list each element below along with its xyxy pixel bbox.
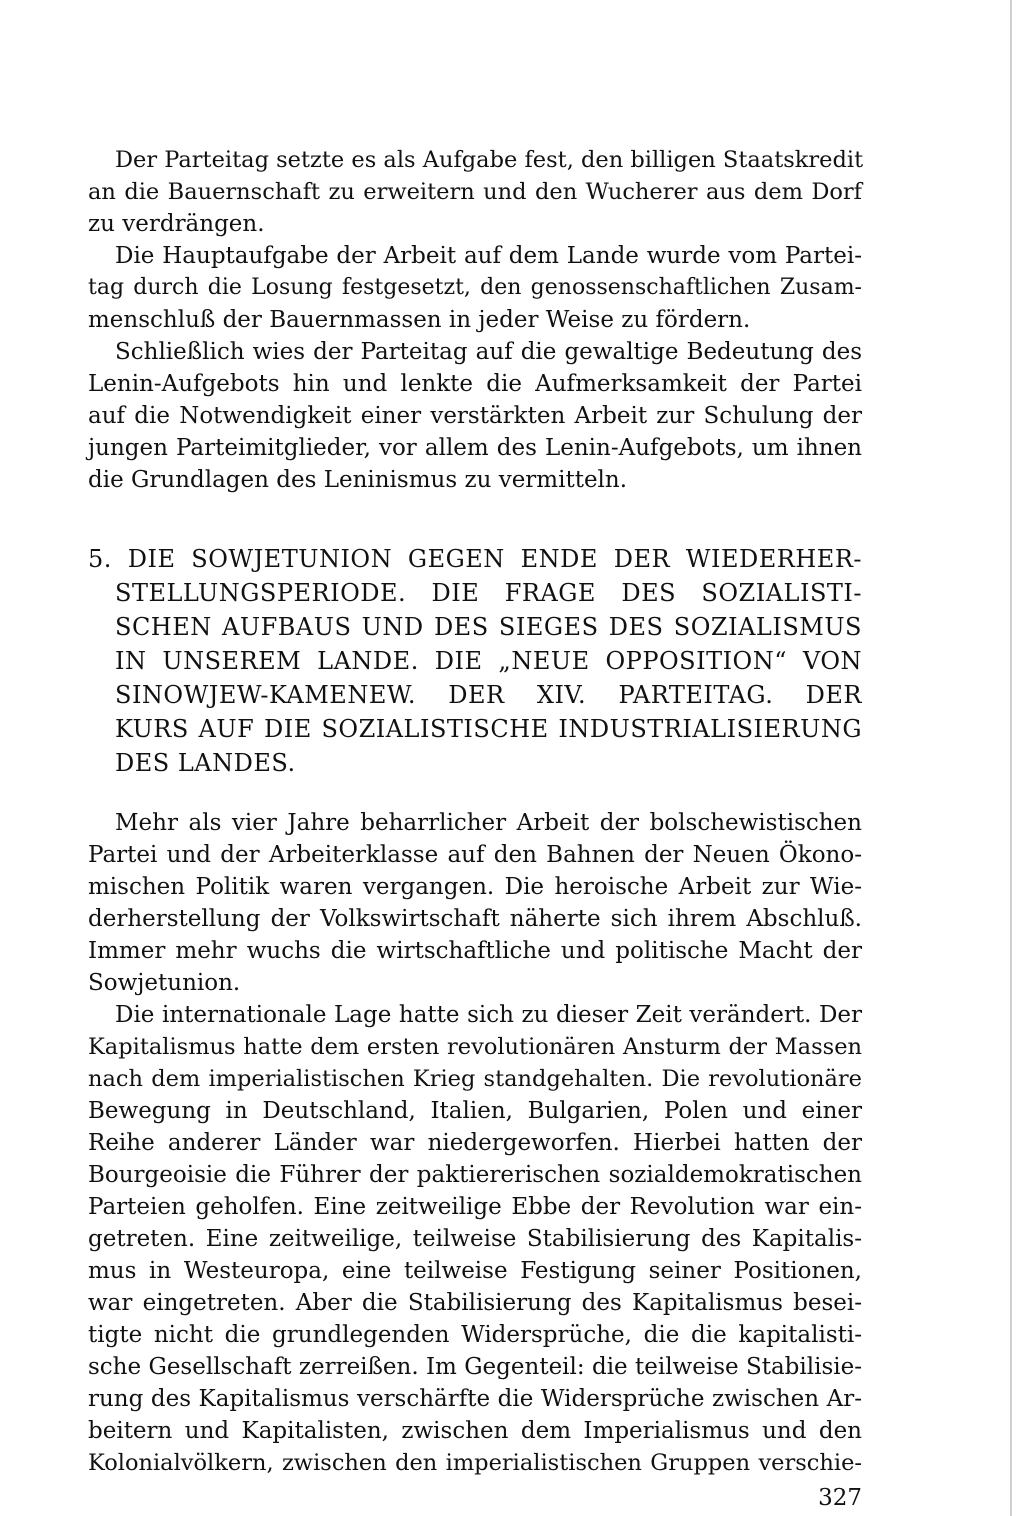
text-line: mus in Westeuropa, eine teilweise Festigung seiner Positionen, xyxy=(88,1258,862,1284)
text-line: Reihe anderer Länder war niedergeworfen. Hierbei hatten der xyxy=(88,1130,862,1156)
page-number: 327 xyxy=(818,1485,862,1511)
text-line: war eingetreten. Aber die Stabilisierung des Kapitalismus besei- xyxy=(88,1290,862,1316)
text-line: jungen Parteimitglieder, vor allem des Lenin-Aufgebots, um ihnen xyxy=(88,435,862,461)
section-heading-line: IN UNSEREM LANDE. DIE „NEUE OPPOSITION“ VON xyxy=(115,647,862,675)
text-line: rung des Kapitalismus verschärfte die Widersprüche zwischen Ar- xyxy=(88,1386,862,1412)
text-line: Immer mehr wuchs die wirtschaftliche und politische Macht der xyxy=(88,938,862,964)
text-line: Schließlich wies der Parteitag auf die gewaltige Bedeutung des xyxy=(115,339,862,365)
text-line: Die Hauptaufgabe der Arbeit auf dem Lande wurde vom Partei- xyxy=(115,243,862,269)
text-line: Der Parteitag setzte es als Aufgabe fest, den billigen Staatskredit xyxy=(115,147,864,173)
binding-edge-line xyxy=(1010,0,1012,1516)
text-line: Parteien geholfen. Eine zeitweilige Ebbe der Revolution war ein- xyxy=(88,1194,862,1220)
text-line: menschluß der Bauernmassen in jeder Weise zu fördern. xyxy=(88,307,751,333)
section-heading-line: SINOWJEW-KAMENEW. DER XIV. PARTEITAG. DER xyxy=(115,681,862,709)
text-line: Mehr als vier Jahre beharrlicher Arbeit der bolschewistischen xyxy=(115,810,862,836)
text-line: sche Gesellschaft zerreißen. Im Gegenteil: die teilweise Stabilisie- xyxy=(88,1354,862,1380)
text-line: Sowjetunion. xyxy=(88,970,241,996)
text-line: nach dem imperialistischen Krieg standgehalten. Die revolutionäre xyxy=(88,1066,862,1092)
text-line: beitern und Kapitalisten, zwischen dem Imperialismus und den xyxy=(88,1418,862,1444)
text-line: Kapitalismus hatte dem ersten revolutionären Ansturm der Massen xyxy=(88,1034,862,1060)
section-heading-line: SCHEN AUFBAUS UND DES SIEGES DES SOZIALISMUS xyxy=(115,613,862,641)
text-line: mischen Politik waren vergangen. Die heroische Arbeit zur Wie- xyxy=(88,874,862,900)
section-heading-line: DES LANDES. xyxy=(115,749,296,777)
text-line: Kolonialvölkern, zwischen den imperialistischen Gruppen verschie- xyxy=(88,1450,862,1476)
text-line: die Grundlagen des Leninismus zu vermitteln. xyxy=(88,467,628,493)
text-line: tigte nicht die grundlegenden Widersprüche, die die kapitalisti- xyxy=(88,1322,862,1348)
text-line: an die Bauernschaft zu erweitern und den Wucherer aus dem Dorf xyxy=(88,179,862,205)
section-heading-line: 5. DIE SOWJETUNION GEGEN ENDE DER WIEDERHER- xyxy=(88,545,862,573)
text-line: tag durch die Losung festgesetzt, den genossenschaftlichen Zusam- xyxy=(88,275,862,300)
text-line: getreten. Eine zeitweilige, teilweise Stabilisierung des Kapitalis- xyxy=(88,1226,862,1252)
text-line: auf die Notwendigkeit einer verstärkten Arbeit zur Schulung der xyxy=(88,403,862,429)
text-line: Lenin-Aufgebots hin und lenkte die Aufmerksamkeit der Partei xyxy=(88,371,862,397)
text-line: Die internationale Lage hatte sich zu dieser Zeit verändert. Der xyxy=(115,1002,862,1028)
text-line: Partei und der Arbeiterklasse auf den Bahnen der Neuen Ökono- xyxy=(88,842,862,868)
text-line: derherstellung der Volkswirtschaft näherte sich ihrem Abschluß. xyxy=(88,906,862,932)
text-line: Bourgeoisie die Führer der paktiererischen sozialdemokratischen xyxy=(88,1162,862,1188)
text-line: zu verdrängen. xyxy=(88,211,265,237)
text-line: Bewegung in Deutschland, Italien, Bulgarien, Polen und einer xyxy=(88,1098,862,1124)
section-heading-line: KURS AUF DIE SOZIALISTISCHE INDUSTRIALISIERUNG xyxy=(115,715,862,743)
section-heading-line: STELLUNGSPERIODE. DIE FRAGE DES SOZIALISTI- xyxy=(115,579,862,607)
